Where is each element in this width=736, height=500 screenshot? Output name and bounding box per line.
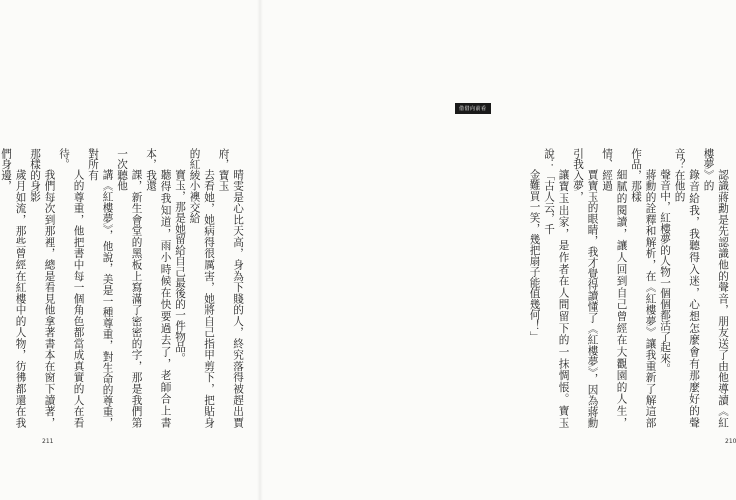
paragraph: 錄音給我，我聽得入迷，心想怎麼會有那麼好的聲音？在他的: [673, 148, 700, 428]
left-page-text: [0, 148, 245, 428]
paragraph: 晴雯是心比天高，身為下賤的人，終究落得被趕出賈府，寶玉: [217, 148, 244, 428]
paragraph: 蔣勳的詮釋和解析，在《紅樓夢》讓我重新了解這部作品，那樣: [630, 148, 657, 428]
paragraph: 歲月如流，那些曾經在紅樓中的人物，彷彿都還在我們身邊，: [0, 148, 27, 428]
paragraph: 細膩的閱讀，讓人回到自己曾經在大觀園的人生，情、經過: [601, 148, 628, 428]
paragraph: 讓寶玉出家，是作者在人間留下的一抹惆悵。寶玉說：「古人云，千: [543, 148, 570, 428]
paragraph: 聲音中，紅樓夢的人物一個個都活了起來。: [659, 169, 671, 375]
page-number-right: 210: [725, 438, 736, 445]
left-page: [0, 0, 260, 500]
running-header-tag: 借借向前看: [455, 103, 491, 114]
paragraph: 我們每次到那裡，總是看見他拿著書本在窗下讀著，那樣的身影: [29, 148, 56, 428]
paragraph: 課，新生會堂的黑板上寫滿了密密的字，那是我們第一次聽他: [116, 148, 143, 428]
paragraph: 人的尊重，他把書中每一個角色都當成真實的人在看待。: [58, 148, 85, 428]
page-number-left: 211: [42, 438, 54, 445]
paragraph: 聽得我知道，雨小時候在快要過去了，老師合上書本，我還: [145, 148, 172, 428]
paragraph: 寶玉，那是她留給自己最後的一件物品。: [174, 169, 186, 364]
paragraph: 講《紅樓夢》，他說，美是一種尊重，對生命的尊重，對所有: [87, 148, 114, 428]
right-page: [260, 0, 736, 500]
right-page-text: [528, 148, 730, 428]
paragraph: 認識蔣勳是先認識他的聲音，朋友送了由他導讀《紅樓夢》的: [702, 148, 729, 428]
paragraph: 去看她，她病得很厲害，她將自己指甲剪下，把貼身的紅綾小襖交給: [188, 148, 215, 428]
paragraph: 賈寶玉的眼睛，我才覺得讀懂了《紅樓夢》，因為蔣勳引我入夢，: [572, 148, 599, 428]
paragraph: 金難買一笑，幾把扇子能值幾何！」: [528, 169, 541, 342]
